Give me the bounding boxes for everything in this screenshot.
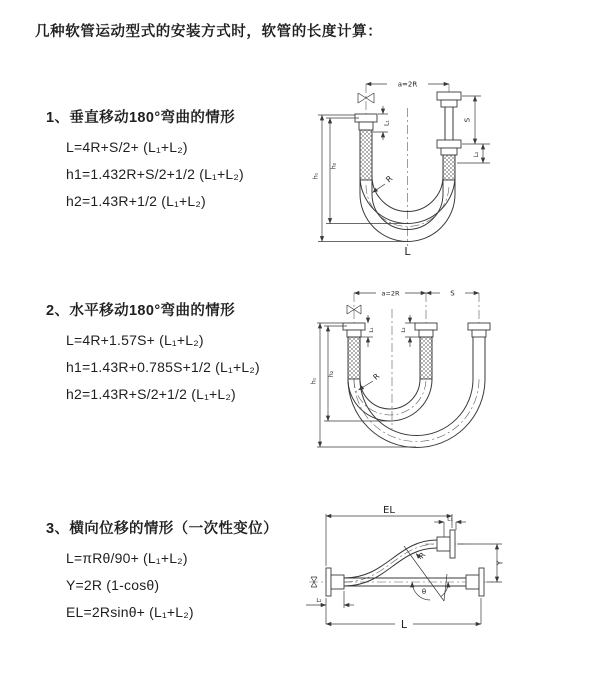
label-r: R <box>384 173 395 185</box>
braided-hose-middle <box>420 337 432 379</box>
label-theta: θ <box>421 588 427 596</box>
dim-a-2r <box>366 81 449 89</box>
formula-h2: h2=1.43R+S/2+1/2 (L₁+L₂) <box>66 385 236 402</box>
curved-hose <box>344 540 437 586</box>
section-1-heading: 1、垂直移动180°弯曲的情形 <box>46 110 236 126</box>
label-y: Y <box>495 560 505 566</box>
formula-length: L=4R+1.57S+ (L₁+L₂) <box>66 331 204 348</box>
hose-walls <box>348 337 485 379</box>
diagram-horizontal-180-bend <box>306 279 598 459</box>
flange-fittings <box>343 323 490 337</box>
dim-l <box>326 598 481 631</box>
label-l2: L₂ <box>401 327 407 333</box>
formula-y: Y=2R (1-cosθ) <box>66 576 160 593</box>
label-l1: L₁ <box>383 119 391 127</box>
section-1-formulas <box>46 133 244 214</box>
label-h1: h₁ <box>312 172 320 180</box>
dim-l1 <box>373 106 391 140</box>
label-l1: L₁ <box>369 327 375 333</box>
label-s: S <box>463 117 472 123</box>
section-2-heading: 2、水平移动180°弯曲的情形 <box>46 303 236 319</box>
angle-theta <box>412 582 448 600</box>
label-l-total: L <box>400 618 408 631</box>
label-l1: L₁ <box>447 515 453 523</box>
section-vertical-bend <box>46 106 244 214</box>
dim-a-2r <box>354 290 426 298</box>
section-2-formulas <box>46 326 260 407</box>
centerlines <box>366 84 449 246</box>
formula-length: L=4R+S/2+ (L₁+L₂) <box>66 138 188 155</box>
dim-l2 <box>457 144 490 163</box>
radius-leader <box>359 372 382 390</box>
label-l-total: L <box>404 245 411 258</box>
radius-leader <box>416 551 427 561</box>
left-flange-fitting <box>355 114 377 130</box>
section-3-heading: 3、横向位移的情形（一次性变位） <box>46 521 278 537</box>
braided-hose-left <box>348 337 360 379</box>
u-bend-arcs <box>348 379 485 448</box>
page-title: 几种软管运动型式的安装方式时，软管的长度计算： <box>35 24 383 40</box>
dim-el <box>326 505 452 566</box>
label-el: EL <box>383 505 395 516</box>
braided-hose-left <box>360 130 372 180</box>
diagram-vertical-180-bend <box>307 68 592 268</box>
formula-el: EL=2Rsinθ+ (L₁+L₂) <box>66 603 194 620</box>
dim-h1 <box>311 323 417 447</box>
label-h1: h₁ <box>310 377 318 385</box>
formula-length: L=πRθ/90+ (L₁+L₂) <box>66 549 188 566</box>
formula-h2: h2=1.43R+1/2 (L₁+L₂) <box>66 192 206 209</box>
dim-s <box>462 96 490 144</box>
label-h2: h₂ <box>328 370 335 378</box>
diagram-lateral-displacement <box>297 494 599 644</box>
label-r: R <box>416 550 428 561</box>
section-horizontal-bend <box>46 299 260 407</box>
label-s: S <box>450 289 455 298</box>
radius-leader <box>373 174 395 193</box>
label-a-2r: a=2R <box>381 289 400 298</box>
formula-h1: h1=1.432R+S/2+1/2 (L₁+L₂) <box>66 165 244 182</box>
label-a-2r: a=2R <box>397 80 418 89</box>
braided-hose-right <box>443 155 455 180</box>
label-l2: L₂ <box>316 598 322 604</box>
section-lateral-displacement <box>46 517 278 625</box>
dim-l1 <box>361 315 375 347</box>
section-3-formulas <box>46 544 278 625</box>
right-flange-fittings <box>437 92 461 155</box>
dim-l2 <box>401 315 420 347</box>
label-h2: h₂ <box>330 162 338 170</box>
label-r: R <box>371 371 382 382</box>
formula-h1: h1=1.43R+0.785S+1/2 (L₁+L₂) <box>66 358 260 375</box>
centerlines <box>354 293 479 429</box>
dim-s <box>426 290 479 298</box>
label-l2: L₂ <box>473 151 480 158</box>
